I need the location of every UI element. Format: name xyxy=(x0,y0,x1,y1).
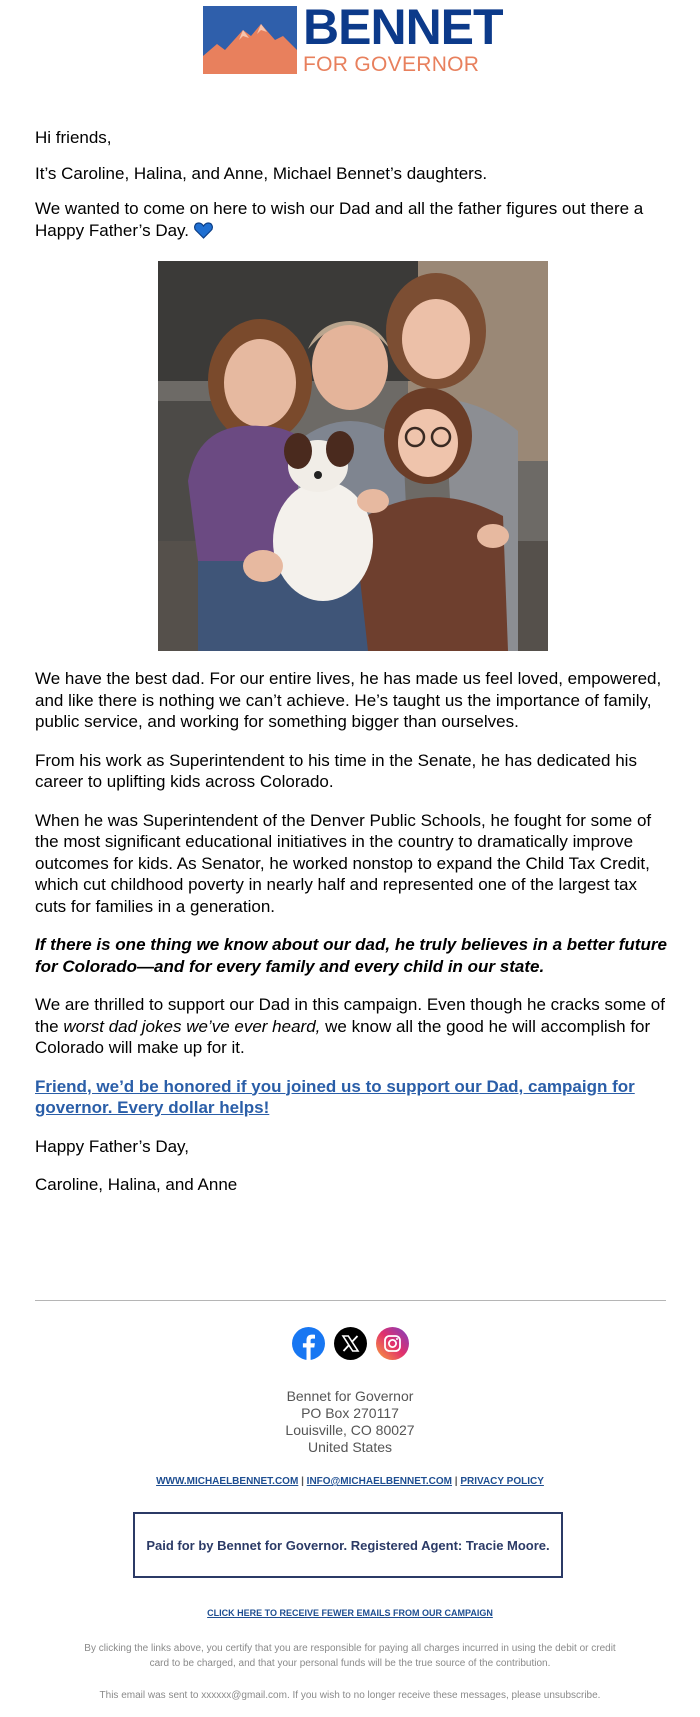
address-line: Louisville, CO 80027 xyxy=(285,1422,415,1438)
campaign-logo[interactable] xyxy=(203,0,503,76)
fewer-emails xyxy=(0,1608,700,1618)
support-text-end: we know all the good he will accomplish for Colorado will make up for it. xyxy=(35,1016,651,1057)
signoff: Happy Father’s Day, xyxy=(35,1136,190,1156)
emphasis-paragraph: If there is one thing we know about our dad, he truly believes in a better future for Colorado—and for every family and every child in our state. xyxy=(35,935,667,976)
link-separator: | xyxy=(454,1476,458,1487)
email-body xyxy=(35,127,670,1213)
signature: Caroline, Halina, and Anne xyxy=(35,1175,238,1194)
paragraph-best-dad: We have the best dad. For our entire lives, he has made us feel loved, empowered, and like there is nothing we can’t achieve. He’s taught us the importance of family, public service, and working for something bigger than ourselves. xyxy=(35,669,662,731)
support-text-italic: worst dad jokes we’ve ever heard, xyxy=(63,1016,321,1036)
email-link[interactable]: INFO@MICHAELBENNET.COM xyxy=(306,1476,452,1487)
paragraph-career: From his work as Superintendent to his time in the Senate, he has dedicated his career to uplifting kids across Colorado. xyxy=(35,750,637,791)
website-link[interactable]: WWW.MICHAELBENNET.COM xyxy=(156,1476,299,1487)
wish-text: We wanted to come on here to wish our Dad and all the father figures out there a Happy Father’s Day. xyxy=(35,199,644,240)
fewer-emails-link[interactable]: CLICK HERE TO RECEIVE FEWER EMAILS FROM OUR CAMPAIGN xyxy=(207,1608,493,1618)
support-text-start: We are thrilled to support our Dad in this campaign. Even though he cracks some of the xyxy=(35,995,665,1036)
paragraph-achievements: When he was Superintendent of the Denver Public Schools, he fought for some of the most significant educational initiatives in the country to dramatically improve outcomes for kids. As Senator, he worked nonstop to expand the Child Tax Credit, which cut childhood poverty in nearly half and represented one of the largest tax cuts for families in a generation. xyxy=(35,810,652,916)
logo-wordmark: BENNET xyxy=(303,0,503,55)
paid-for-disclaimer xyxy=(133,1512,563,1578)
donate-cta-link[interactable]: Friend, we’d be honored if you joined us to support our Dad, campaign for governor. Every dollar helps! xyxy=(35,1076,635,1117)
logo-subtitle: FOR GOVERNOR xyxy=(303,53,480,76)
address-line: PO Box 270117 xyxy=(301,1405,399,1421)
facebook-icon[interactable] xyxy=(292,1327,325,1360)
x-icon[interactable] xyxy=(334,1327,367,1360)
blue-heart-icon xyxy=(194,222,213,245)
intro-paragraph: It’s Caroline, Halina, and Anne, Michael Bennet’s daughters. xyxy=(35,163,488,183)
link-separator: | xyxy=(301,1476,304,1487)
sent-to-notice: This email was sent to xxxxxx@gmail.com. If you wish to no longer receive these messages, please unsubscribe. xyxy=(99,1690,601,1701)
social-icons xyxy=(0,1327,700,1360)
family-photo xyxy=(158,261,548,651)
address-line: United States xyxy=(307,1439,393,1455)
instagram-icon[interactable] xyxy=(376,1327,409,1360)
address-line: Bennet for Governor xyxy=(286,1388,414,1404)
paragraph-support xyxy=(35,994,670,1059)
donate-cta-paragraph xyxy=(35,1076,670,1119)
footer-divider xyxy=(35,1300,666,1301)
wish-paragraph xyxy=(35,198,670,244)
mountain-logo-icon xyxy=(203,6,297,74)
paid-for-text: Paid for by Bennet for Governor. Registered Agent: Tracie Moore. xyxy=(146,1537,550,1553)
payment-disclaimer: By clicking the links above, you certify that you are responsible for paying all charges incurred in using the debit or credit card to be charged, and that your personal funds will be the true source of the contribution. xyxy=(84,1643,616,1669)
mailing-address xyxy=(0,1388,700,1456)
greeting: Hi friends, xyxy=(35,128,112,147)
privacy-policy-link[interactable]: PRIVACY POLICY xyxy=(460,1476,544,1487)
footer-links xyxy=(0,1476,700,1487)
